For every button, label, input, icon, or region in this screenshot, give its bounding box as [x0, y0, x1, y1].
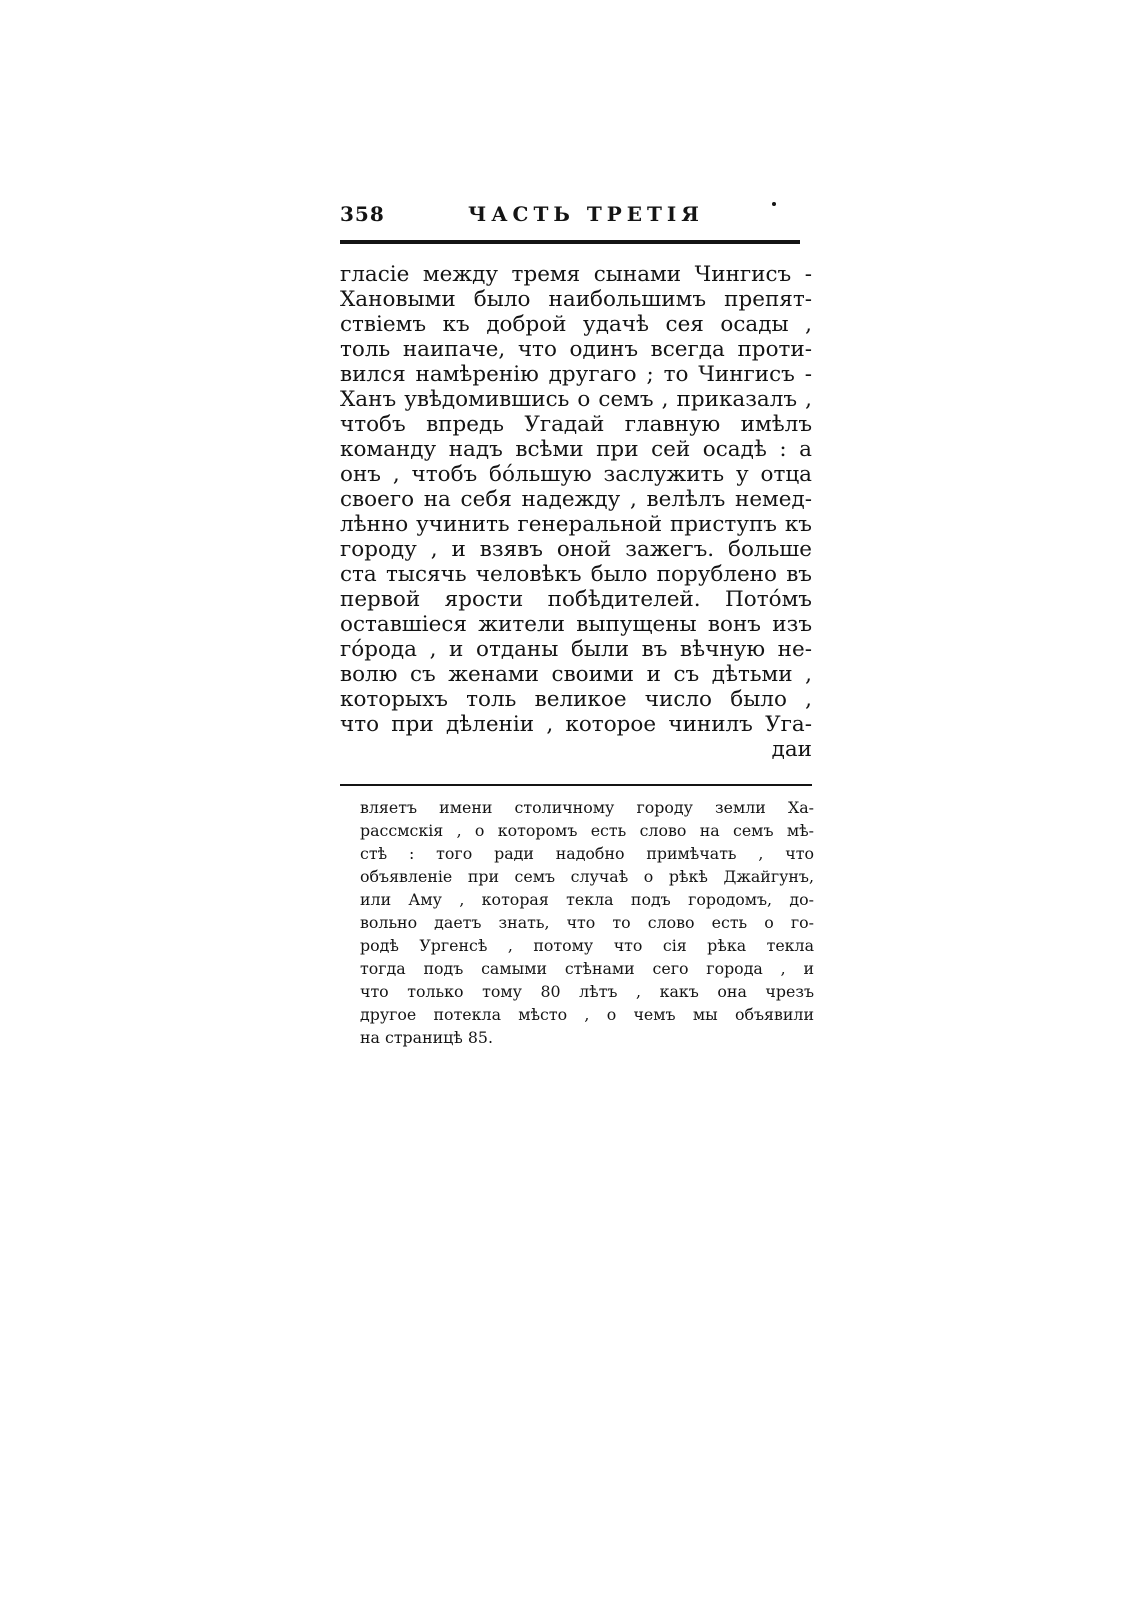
footnote-line: вляетъ имени столичному городу земли Ха- [360, 798, 814, 817]
text-line: волю съ женами своими и съ дѣтьми , [340, 662, 812, 687]
footnote-line: тогда подъ самыми стѣнами сего города , и [360, 959, 814, 978]
footnote-line: объявленіе при семъ случаѣ о рѣкѣ Джайгунъ, [360, 867, 814, 886]
footnote [360, 796, 814, 1049]
text-line: оставшіеся жители выпущены вонъ изъ [340, 612, 812, 637]
header-dot-mark [772, 202, 776, 206]
text-line: Хановыми было наибольшимъ препят- [340, 287, 812, 312]
page-number: 358 [340, 202, 385, 226]
text-line: толь наипаче, что одинъ всегда проти- [340, 337, 812, 362]
text-line: чтобъ впредь Угадай главную имѣлъ [340, 412, 812, 437]
footnote-line: что только тому 80 лѣтъ , какъ она чрезъ [360, 982, 814, 1001]
text-line: гласіе между тремя сынами Чингисъ - [340, 262, 812, 287]
text-line: гóрода , и отданы были въ вѣчную не- [340, 637, 812, 662]
main-text [340, 262, 812, 762]
catchword: даи [771, 737, 812, 762]
header-rule [340, 240, 800, 244]
text-line: ствіемъ къ доброй удачѣ сея осады , [340, 312, 812, 337]
text-line: вился намѣренію другаго ; то Чингисъ - [340, 362, 812, 387]
page-header [340, 200, 800, 230]
text-line: своего на себя надежду , велѣлъ немед- [340, 487, 812, 512]
running-head: ЧАСТЬ ТРЕТІЯ [468, 202, 704, 226]
footnote-line: родѣ Ургенсѣ , потому что сія рѣка текла [360, 936, 814, 955]
text-line: онъ , чтобъ бóльшую заслужить у отца [340, 462, 812, 487]
footnote-line: вольно даетъ знать, что то слово есть о го- [360, 913, 814, 932]
text-line: которыхъ толь великое число было , [340, 687, 812, 712]
text-line: что при дѣленіи , которое чинилъ Уга- [340, 712, 812, 737]
text-line: городу , и взявъ оной зажегъ. больше [340, 537, 812, 562]
footnote-line: рассмскія , о которомъ есть слово на семъ мѣ- [360, 821, 814, 840]
footnote-line: на страницѣ 85. [360, 1028, 493, 1047]
footnote-line: другое потекла мѣсто , о чемъ мы объявили [360, 1005, 814, 1024]
footnote-line: стѣ : того ради надобно примѣчать , что [360, 844, 814, 863]
text-line: первой ярости побѣдителей. Потóмъ [340, 587, 812, 612]
footnote-line: или Аму , которая текла подъ городомъ, до- [360, 890, 814, 909]
text-line: команду надъ всѣми при сей осадѣ : а [340, 437, 812, 462]
footnote-rule [340, 784, 812, 786]
text-line: лѣнно учинить генеральной приступъ къ [340, 512, 812, 537]
text-line: Ханъ увѣдомившись о семъ , приказалъ , [340, 387, 812, 412]
text-line: ста тысячь человѣкъ было порублено въ [340, 562, 812, 587]
